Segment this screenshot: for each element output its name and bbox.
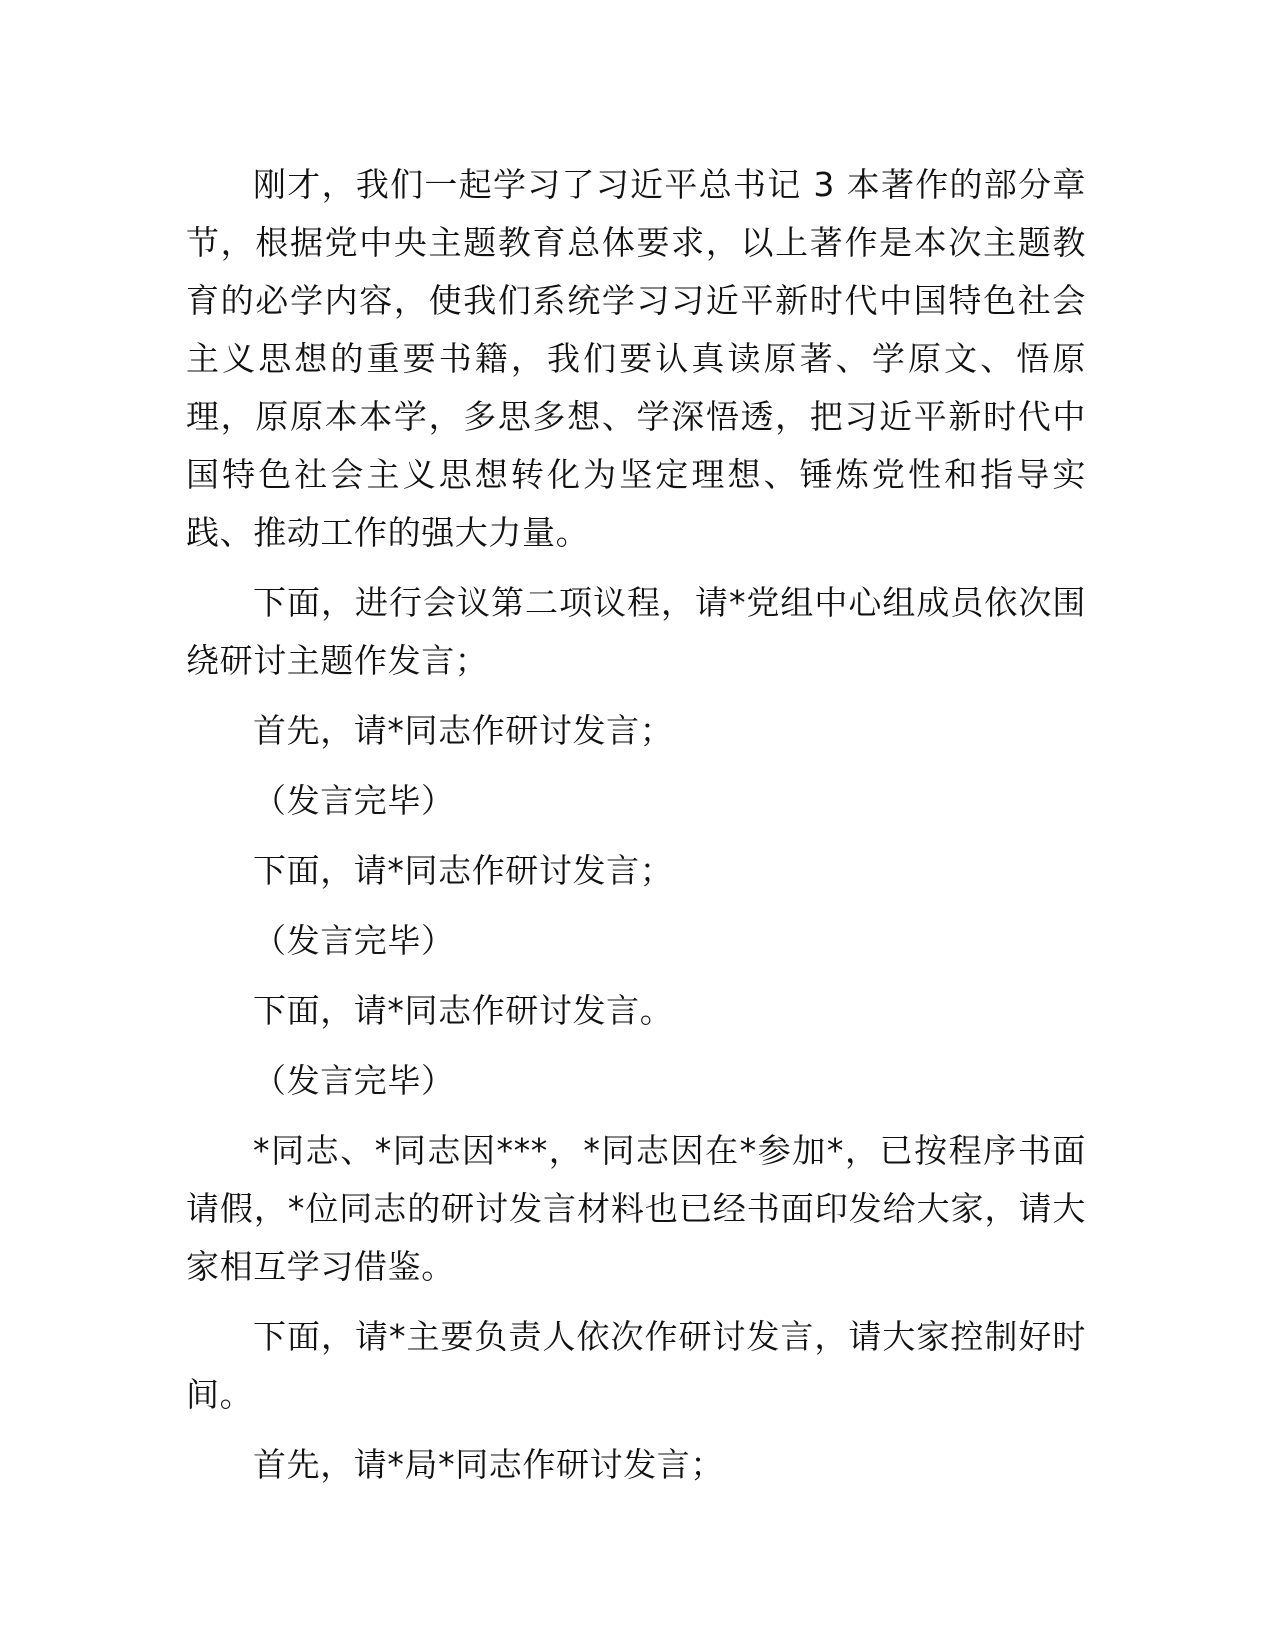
- paragraph-speech-finished: （发言完毕）: [253, 781, 455, 820]
- paragraph-speech-finished: （发言完毕）: [253, 1061, 455, 1100]
- paragraph-leave-notice: *同志、*同志因***，*同志因在*参加*，已按程序书面请假，*位同志的研讨发言材料也已经书面印发给大家，请大家相互学习借鉴。: [186, 1131, 1086, 1286]
- paragraph-next-speaker: 下面，请*同志作研讨发言；: [253, 851, 674, 890]
- document-body: [186, 156, 1086, 1506]
- paragraph-first-speaker: 首先，请*同志作研讨发言；: [253, 711, 674, 750]
- paragraph-bureau-speaker: 首先，请*局*同志作研讨发言；: [253, 1445, 724, 1484]
- paragraph-study-summary: 刚才，我们一起学习了习近平总书记 3 本著作的部分章节，根据党中央主题教育总体要求，以上著作是本次主题教育的必学内容，使我们系统学习习近平新时代中国特色社会主义思想的重要书籍，我们要认真读原著、学原文、悟原理，原原本本学，多思多想、学深悟透，把习近平新时代中国特色社会主义思想转化为坚定理想、锤炼党性和指导实践、推动工作的强大力量。: [186, 165, 1086, 552]
- paragraph-next-speaker: 下面，请*同志作研讨发言。: [253, 991, 674, 1030]
- paragraph-agenda-item-two: 下面，进行会议第二项议程，请*党组中心组成员依次围绕研讨主题作发言；: [186, 583, 1086, 680]
- paragraph-speech-finished: （发言完毕）: [253, 921, 455, 960]
- paragraph-responsible-persons: 下面，请*主要负责人依次作研讨发言，请大家控制好时间。: [186, 1317, 1086, 1414]
